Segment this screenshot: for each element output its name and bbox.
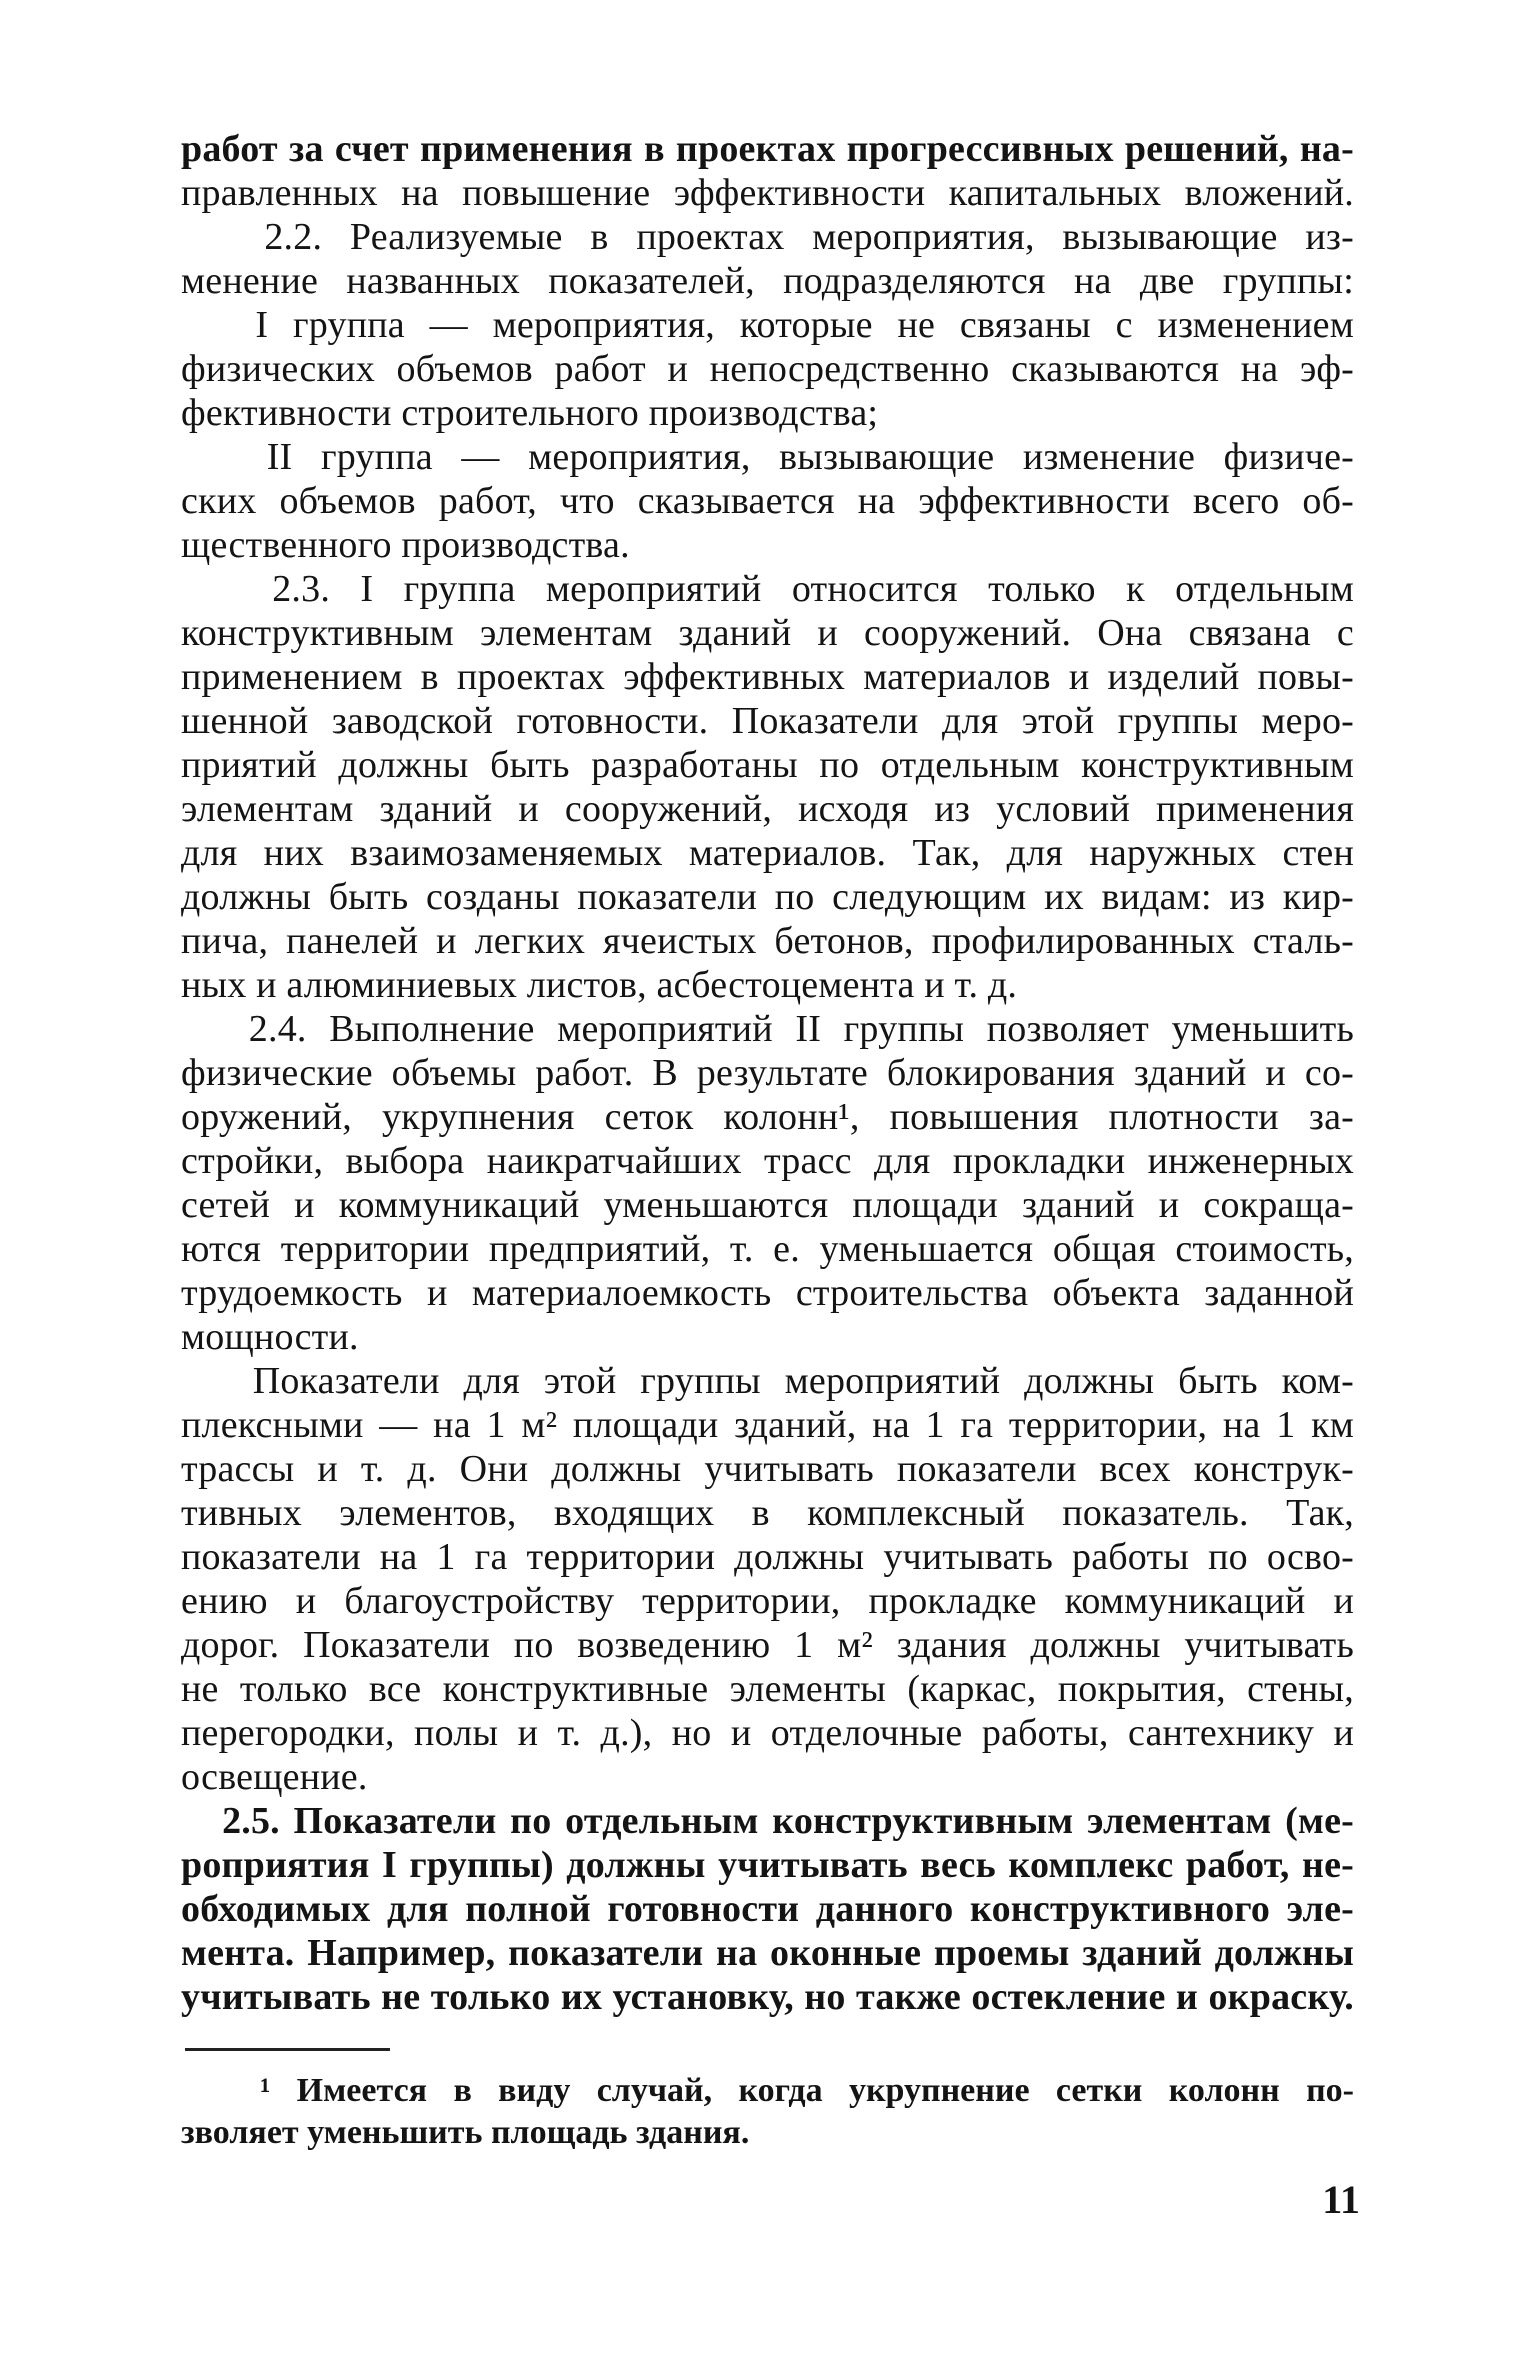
text-line: оружений, укрупнения сеток колонн¹, повышения плотности за-	[181, 1096, 1354, 1138]
text-line: ных и алюминиевых листов, асбестоцемента и т. д.	[181, 964, 1018, 1006]
footnote-divider	[185, 2048, 390, 2051]
text-line: применением в проектах эффективных материалов и изделий повы-	[181, 656, 1354, 698]
text-line: ются территории предприятий, т. е. уменьшается общая стоимость,	[181, 1228, 1354, 1270]
text-line: физические объемы работ. В результате блокирования зданий и со-	[181, 1052, 1354, 1094]
text-line: ских объемов работ, что сказывается на эффективности всего об-	[181, 480, 1354, 522]
text-line: освещение.	[181, 1756, 368, 1798]
text-line: стройки, выбора наикратчайших трасс для прокладки инженерных	[181, 1140, 1354, 1182]
footnote	[181, 2070, 1354, 2154]
text-line: I группа — мероприятия, которые не связаны с изменением	[181, 304, 1354, 346]
text-line: трассы и т. д. Они должны учитывать показатели всех конструк-	[181, 1448, 1354, 1490]
text-line: перегородки, полы и т. д.), но и отделочные работы, сантехнику и	[181, 1712, 1354, 1754]
text-line: физических объемов работ и непосредственно сказываются на эф-	[181, 348, 1354, 390]
text-line: конструктивным элементам зданий и сооружений. Она связана с	[181, 612, 1354, 654]
footnote-line: зволяет уменьшить площадь здания.	[181, 2114, 750, 2151]
text-line: обходимых для полной готовности данного конструктивного эле-	[181, 1888, 1354, 1930]
page-number: 11	[1322, 2177, 1360, 2222]
body-text	[181, 127, 1354, 2019]
text-line: 2.2. Реализуемые в проектах мероприятия, вызывающие из-	[181, 216, 1354, 258]
text-line: учитывать не только их установку, но также остекление и окраску.	[181, 1976, 1354, 2018]
footnote-line: ¹ Имеется в виду случай, когда укрупнение сетки колонн по-	[181, 2072, 1354, 2109]
text-line: пича, панелей и легких ячеистых бетонов, профилированных сталь-	[181, 920, 1354, 962]
text-line: мощности.	[181, 1316, 359, 1358]
text-line: шенной заводской готовности. Показатели для этой группы меро-	[181, 700, 1354, 742]
text-line: правленных на повышение эффективности капитальных вложений.	[181, 172, 1354, 214]
text-line: тивных элементов, входящих в комплексный показатель. Так,	[181, 1492, 1354, 1534]
text-line: не только все конструктивные элементы (каркас, покрытия, стены,	[181, 1668, 1354, 1710]
text-line: 2.4. Выполнение мероприятий II группы позволяет уменьшить	[181, 1008, 1354, 1050]
text-line: щественного производства.	[181, 524, 630, 566]
text-line: приятий должны быть разработаны по отдельным конструктивным	[181, 744, 1354, 786]
text-line: дорог. Показатели по возведению 1 м² здания должны учитывать	[181, 1624, 1354, 1666]
text-line: Показатели для этой группы мероприятий должны быть ком-	[181, 1360, 1354, 1402]
text-line: элементам зданий и сооружений, исходя из условий применения	[181, 788, 1354, 830]
text-line: плексными — на 1 м² площади зданий, на 1 га территории, на 1 км	[181, 1404, 1354, 1446]
text-line: II группа — мероприятия, вызывающие изменение физиче-	[181, 436, 1354, 478]
text-line: фективности строительного производства;	[181, 392, 879, 434]
text-line: роприятия I группы) должны учитывать весь комплекс работ, не-	[181, 1844, 1354, 1886]
text-line: сетей и коммуникаций уменьшаются площади зданий и сокраща-	[181, 1184, 1354, 1226]
text-line: для них взаимозаменяемых материалов. Так, для наружных стен	[181, 832, 1354, 874]
text-line: трудоемкость и материалоемкость строительства объекта заданной	[181, 1272, 1354, 1314]
text-line: должны быть созданы показатели по следующим их видам: из кир-	[181, 876, 1354, 918]
text-line: мента. Например, показатели на оконные проемы зданий должны	[181, 1932, 1354, 1974]
text-line: 2.3. I группа мероприятий относится только к отдельным	[181, 568, 1354, 610]
text-line: ению и благоустройству территории, прокладке коммуникаций и	[181, 1580, 1354, 1622]
text-line: работ за счет применения в проектах прогрессивных решений, на-	[181, 128, 1354, 170]
text-line: менение названных показателей, подразделяются на две группы:	[181, 260, 1354, 302]
text-line: показатели на 1 га территории должны учитывать работы по осво-	[181, 1536, 1354, 1578]
text-line: 2.5. Показатели по отдельным конструктивным элементам (ме-	[181, 1800, 1354, 1842]
